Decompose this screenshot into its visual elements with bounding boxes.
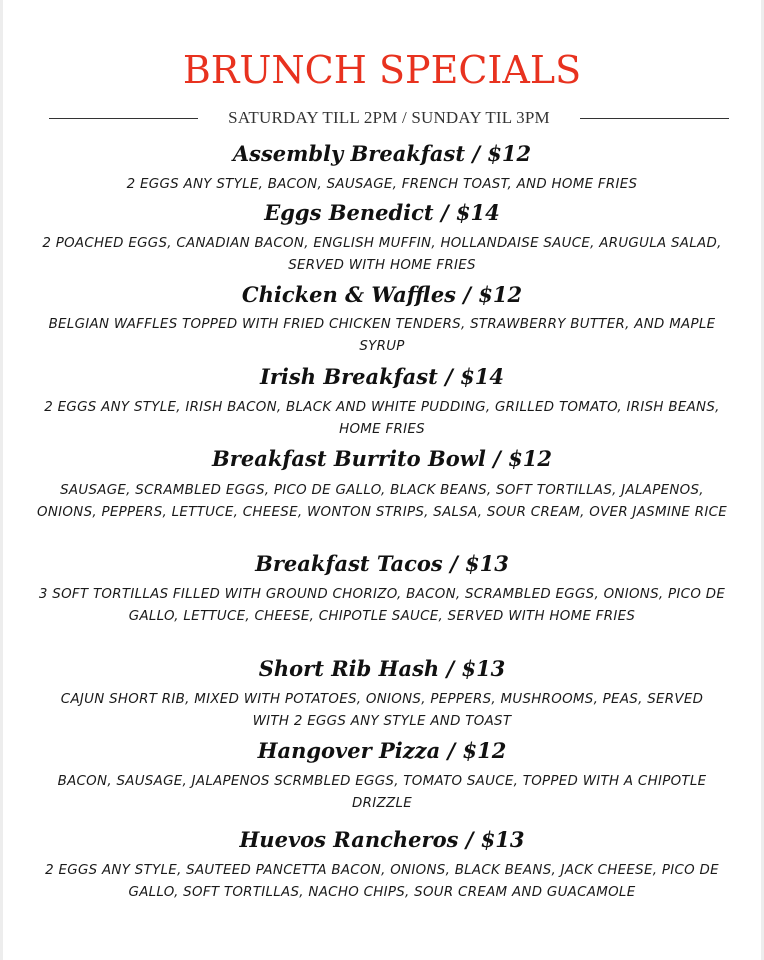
menu-item-description: BELGIAN WAFFLES TOPPED WITH FRIED CHICKEN TENDERS, STRAWBERRY BUTTER, AND MAPLE SYRUP — [48, 317, 716, 354]
hours-text: SATURDAY TILL 2PM / SUNDAY TIL 3PM — [228, 108, 550, 127]
menu-item-description: 2 EGGS ANY STYLE, SAUTEED PANCETTA BACON, ONIONS, BLACK BEANS, JACK CHEESE, PICO DE GALLO, SOFT TORTILLAS, NACHO CHIPS, SOUR CREAM AND GUACAMOLE — [45, 863, 719, 900]
menu-item-description: 3 SOFT TORTILLAS FILLED WITH GROUND CHORIZO, BACON, SCRAMBLED EGGS, ONIONS, PICO DE GALLO, LETTUCE, CHEESE, CHIPOTLE SAUCE, SERVED WITH HOME FRIES — [38, 587, 726, 624]
menu-item-name: Irish Breakfast / $14 — [260, 364, 504, 389]
menu-item-description: CAJUN SHORT RIB, MIXED WITH POTATOES, ONIONS, PEPPERS, MUSHROOMS, PEAS, SERVED WITH 2 EGGS ANY STYLE AND TOAST — [60, 692, 704, 729]
menu-item-description: SAUSAGE, SCRAMBLED EGGS, PICO DE GALLO, BLACK BEANS, SOFT TORTILLAS, JALAPENOS, ONIONS, PEPPERS, LETTUCE, CHEESE, WONTON STRIPS, SALSA, SOUR CREAM, OVER JASMINE RICE — [37, 483, 727, 520]
menu-item-name: Assembly Breakfast / $12 — [232, 141, 532, 166]
menu-item-description: 2 EGGS ANY STYLE, BACON, SAUSAGE, FRENCH TOAST, AND HOME FRIES — [126, 177, 638, 192]
left-divider — [49, 118, 198, 119]
menu-item-description: 2 POACHED EGGS, CANADIAN BACON, ENGLISH MUFFIN, HOLLANDAISE SAUCE, ARUGULA SALAD, SERVED WITH HOME FRIES — [42, 236, 722, 273]
menu-item-description: BACON, SAUSAGE, JALAPENOS SCRMBLED EGGS, TOMATO SAUCE, TOPPED WITH A CHIPOTLE DRIZZLE — [57, 774, 707, 811]
menu-item-name: Chicken & Waffles / $12 — [241, 282, 523, 307]
menu-item-name: Hangover Pizza / $12 — [257, 738, 507, 763]
hours-row — [49, 106, 729, 130]
menu-item-description: 2 EGGS ANY STYLE, IRISH BACON, BLACK AND WHITE PUDDING, GRILLED TOMATO, IRISH BEANS, HOME FRIES — [44, 400, 720, 437]
menu-item-name: Eggs Benedict / $14 — [264, 200, 500, 225]
right-divider — [580, 118, 729, 119]
menu-item-name: Huevos Rancheros / $13 — [239, 827, 525, 852]
menu-title: BRUNCH SPECIALS — [182, 48, 582, 92]
menu-item-name: Breakfast Tacos / $13 — [255, 551, 509, 576]
menu-item-name: Short Rib Hash / $13 — [258, 656, 506, 681]
menu-item-name: Breakfast Burrito Bowl / $12 — [212, 446, 552, 471]
